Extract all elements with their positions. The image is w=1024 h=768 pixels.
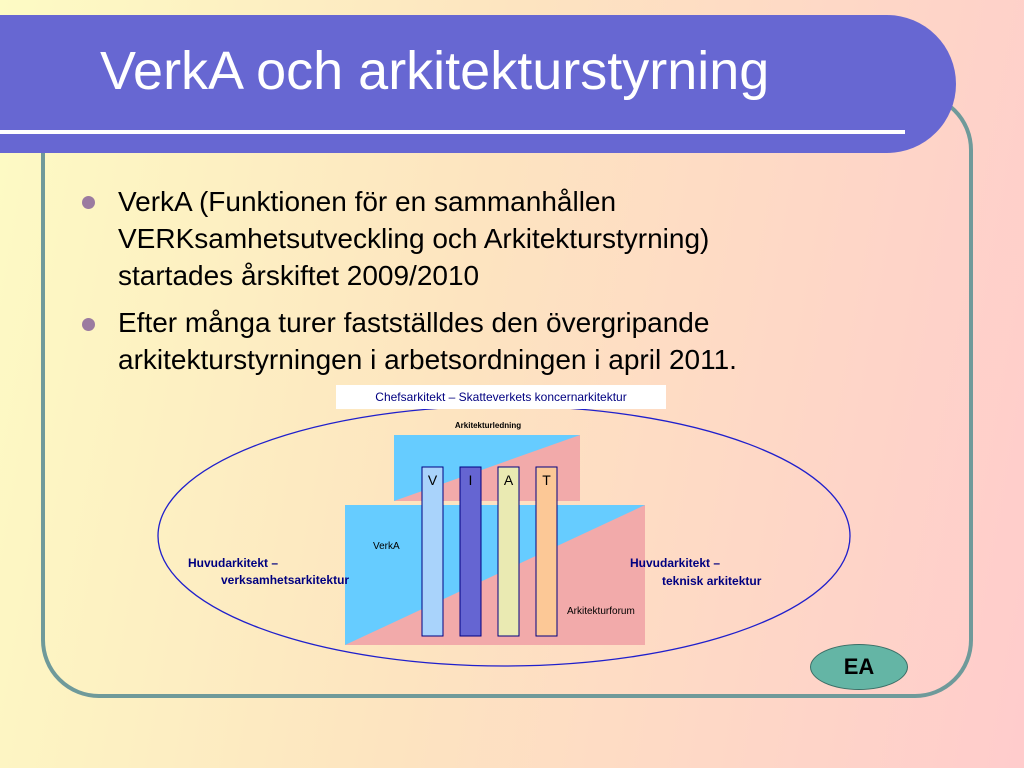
- chief-label: Chefsarkitekt – Skatteverkets koncernarkitektur: [375, 390, 627, 404]
- right-label-line2: teknisk arkitektur: [662, 574, 762, 588]
- bullet-line: startades årskiftet 2009/2010: [118, 260, 480, 291]
- slide-title: VerkA och arkitekturstyrning: [100, 41, 770, 101]
- column-t: [536, 467, 557, 636]
- bullet-line: arkitekturstyrningen i arbetsordningen i april 2011.: [118, 344, 737, 375]
- column-letter-v: V: [427, 472, 438, 488]
- ea-badge-label: EA: [843, 654, 875, 679]
- bullet-line: Efter många turer fastställdes den övergripande: [118, 307, 710, 338]
- column-a: [498, 467, 519, 636]
- column-letter-i: I: [468, 472, 473, 488]
- right-label-line1: Huvudarkitekt –: [630, 556, 721, 570]
- column-letter-a: A: [503, 472, 514, 488]
- bullet-line: VERKsamhetsutveckling och Arkitekturstyrning): [118, 223, 710, 254]
- top-label: Arkitekturledning: [454, 421, 522, 430]
- left-label-line2: verksamhetsarkitektur: [221, 573, 350, 587]
- bullet-line: VerkA (Funktionen för en sammanhållen: [118, 186, 617, 217]
- left-label-line1: Huvudarkitekt –: [188, 556, 279, 570]
- forum-label: Arkitekturforum: [567, 606, 635, 617]
- ea-badge[interactable]: [810, 644, 908, 690]
- column-letter-t: T: [542, 472, 551, 488]
- column-i: [460, 467, 481, 636]
- verka-label: VerkA: [373, 541, 400, 552]
- column-v: [422, 467, 443, 636]
